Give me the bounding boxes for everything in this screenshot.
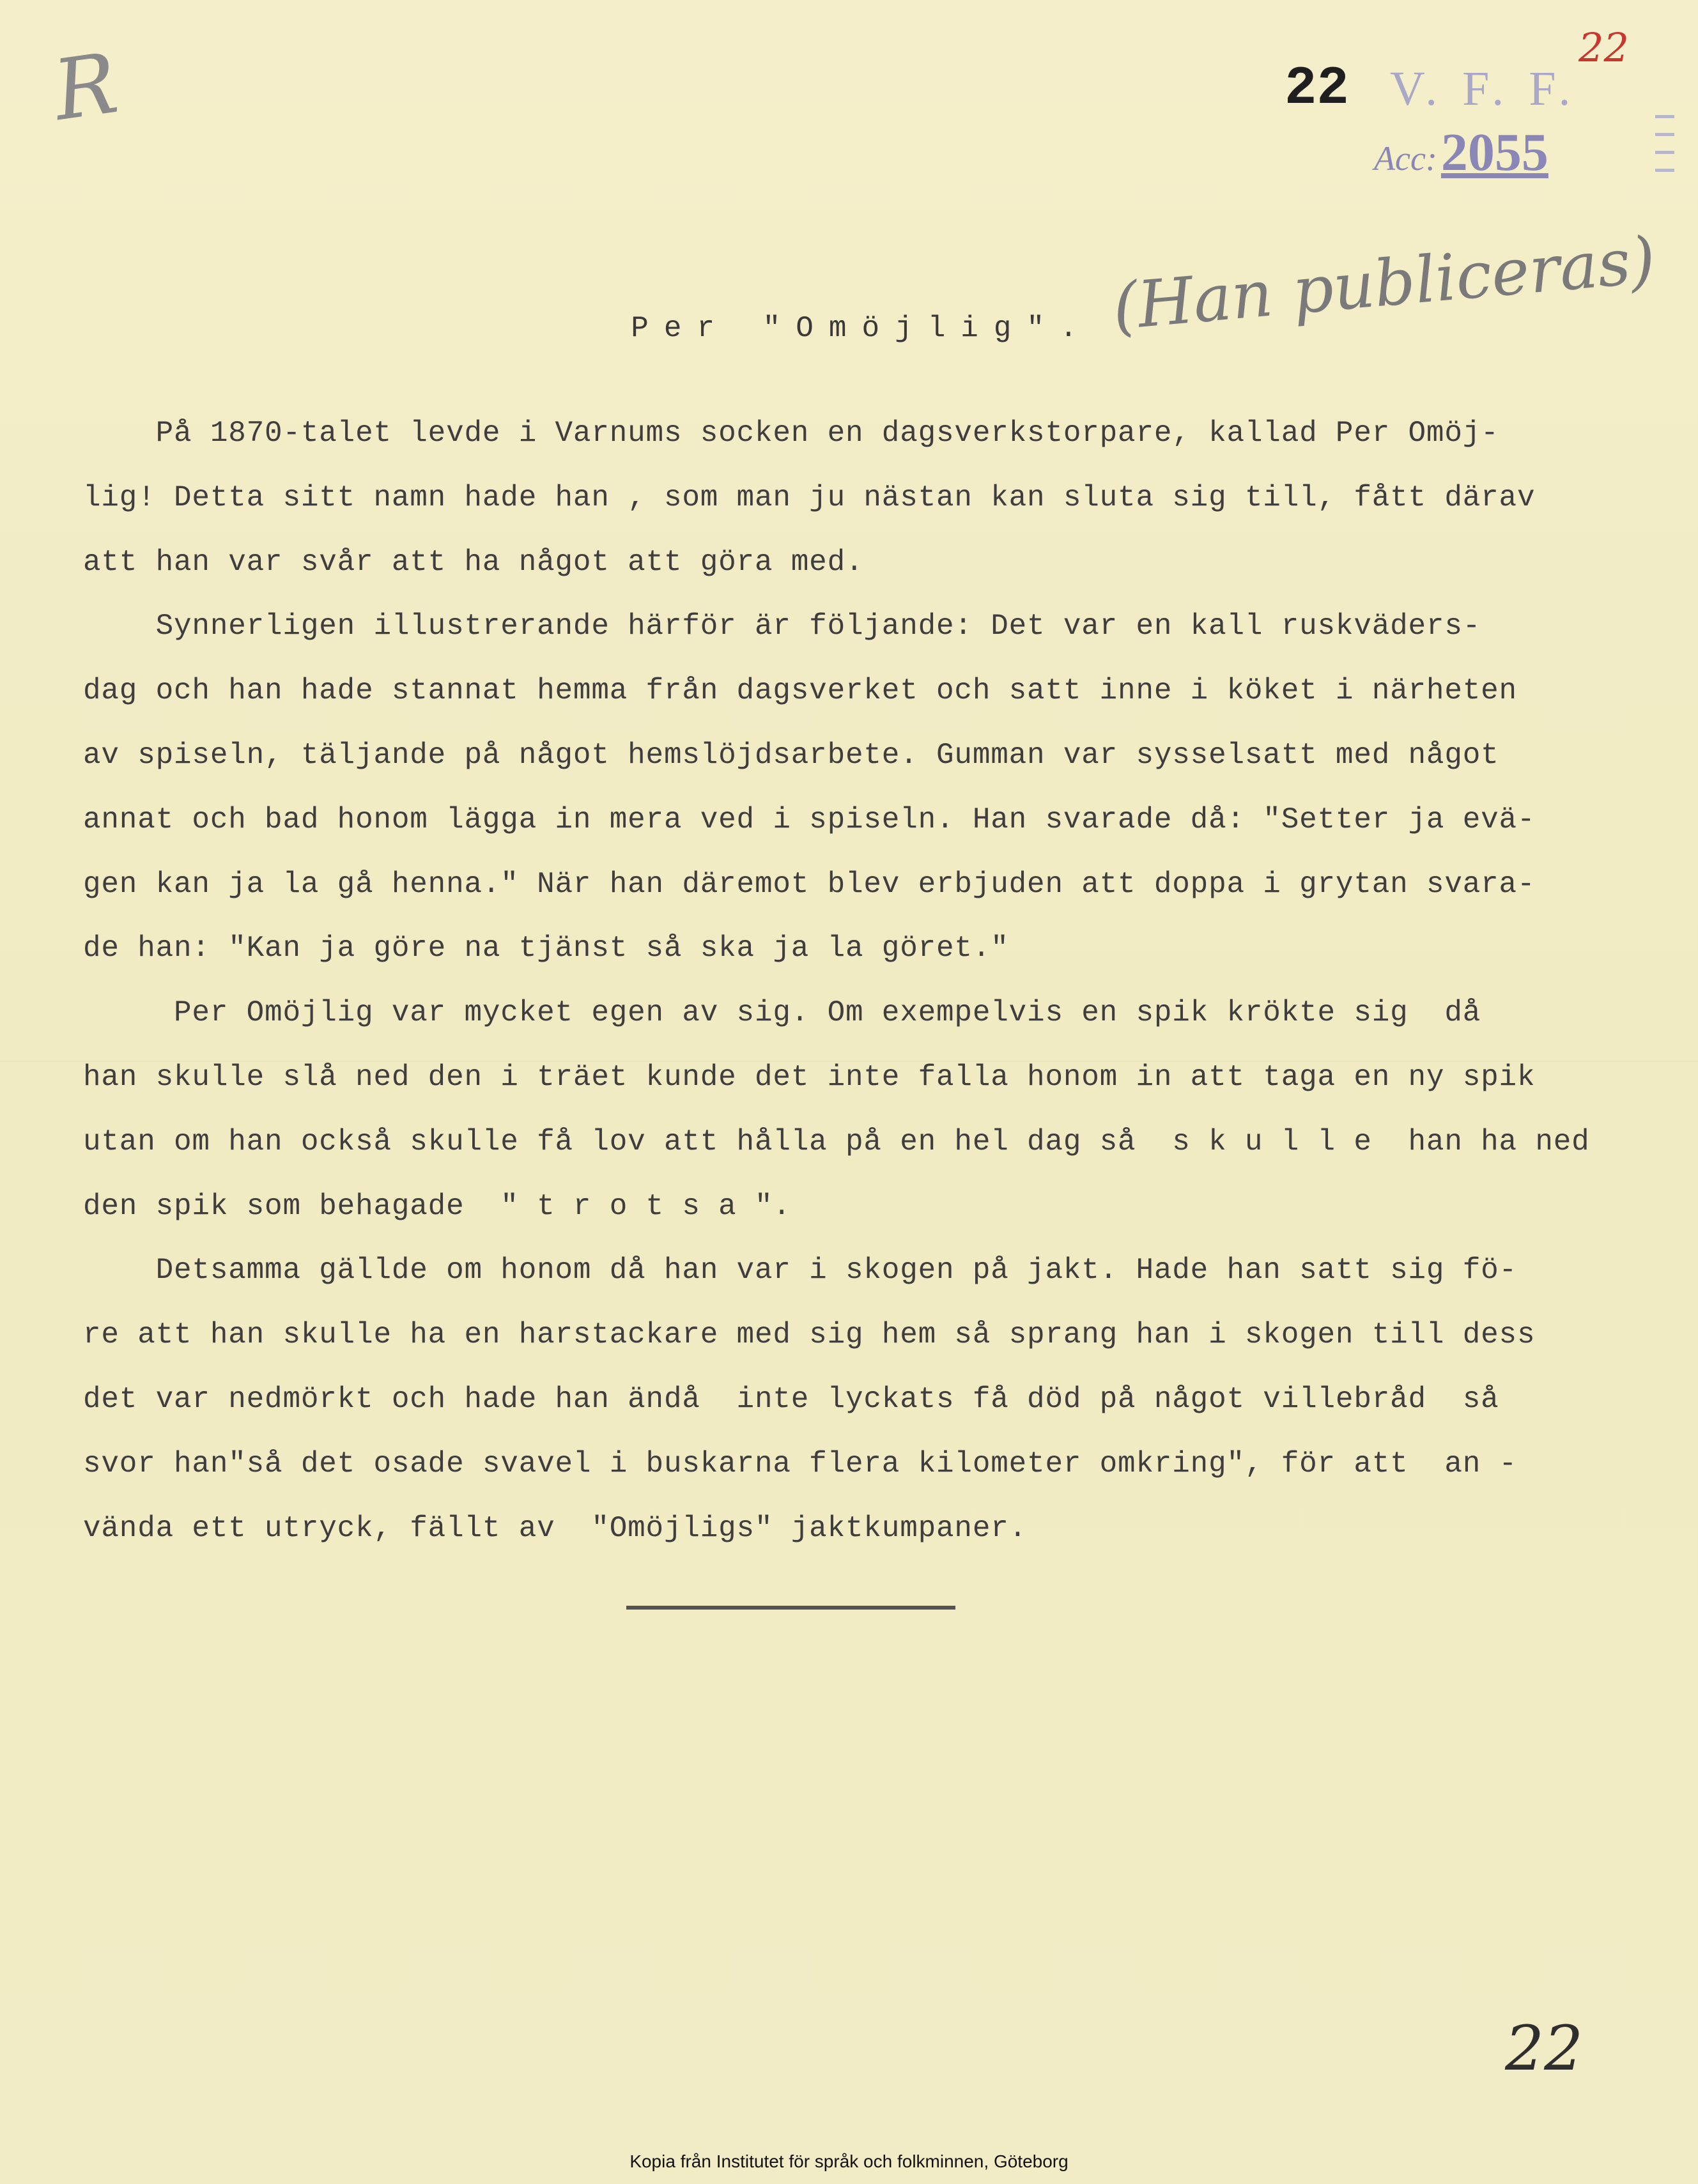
text-line: av spiseln, täljande på något hemslöjdsarbete. Gumman var sysselsatt med något [83, 738, 1499, 772]
text-line: dag och han hade stannat hemma från dagsverket och satt inne i köket i närheten [83, 674, 1517, 708]
text-line: annat och bad honom lägga in mera ved i spiseln. Han svarade då: "Setter ja evä- [83, 803, 1536, 836]
text-line: På 1870-talet levde i Varnums socken en dagsverkstorpare, kallad Per Omöj- [83, 417, 1499, 450]
end-rule [626, 1606, 955, 1610]
text-line: gen kan ja la gå henna." När han däremot blev erbjuden att doppa i grytan svara- [83, 867, 1536, 901]
archive-footer: Kopia från Institutet för språk och folkminnen, Göteborg [629, 2151, 1069, 2171]
text-line: han skulle slå ned den i träet kunde det inte falla honom in att taga en ny spik [83, 1060, 1536, 1094]
text-line: vända ett utryck, fällt av "Omöjligs" jaktkumpaner. [83, 1511, 1028, 1545]
binding-edge-mark [1655, 115, 1674, 176]
text-line: Per Omöjlig var mycket egen av sig. Om exempelvis en spik krökte sig då [83, 996, 1481, 1030]
accession-label: Acc: [1374, 139, 1437, 178]
text-line: det var nedmörkt och hade han ändå inte lyckats få död på något villebråd så [83, 1382, 1499, 1416]
handwritten-publication-note: (Han publiceras) [1109, 222, 1658, 344]
text-line: utan om han också skulle få lov att hålla på en hel dag så s k u l l e han ha ned [83, 1125, 1590, 1158]
typed-page-number: 22 [1285, 59, 1349, 119]
handwritten-bottom-page-number: 22 [1505, 2013, 1584, 2084]
text-line: de han: "Kan ja göre na tjänst så ska ja la göret." [83, 932, 1009, 965]
text-line: lig! Detta sitt namn hade han , som man ju nästan kan sluta sig till, fått därav [83, 481, 1536, 514]
text-line: att han var svår att ha något att göra med. [83, 545, 864, 579]
document-title: Per "Omöjlig". [631, 312, 1093, 345]
accession-number: 2055 [1440, 123, 1548, 182]
archive-stamp-vff: V. F. F. [1390, 62, 1577, 116]
text-line: svor han"så det osade svavel i buskarna flera kilometer omkring", för att an - [83, 1447, 1517, 1480]
document-body [83, 401, 1649, 1560]
handwritten-r-mark: R [47, 34, 123, 140]
text-line: re att han skulle ha en harstackare med sig hem så sprang han i skogen till dess [83, 1318, 1536, 1352]
text-line: Detsamma gällde om honom då han var i skogen på jakt. Hade han satt sig fö- [83, 1254, 1517, 1288]
text-line: Synnerligen illustrerande härför är följande: Det var en kall ruskväders- [83, 610, 1481, 643]
text-line: den spik som behagade " t r o t s a ". [83, 1189, 791, 1223]
handwritten-red-page-number: 22 [1578, 24, 1629, 71]
accession-stamp [1374, 121, 1548, 183]
